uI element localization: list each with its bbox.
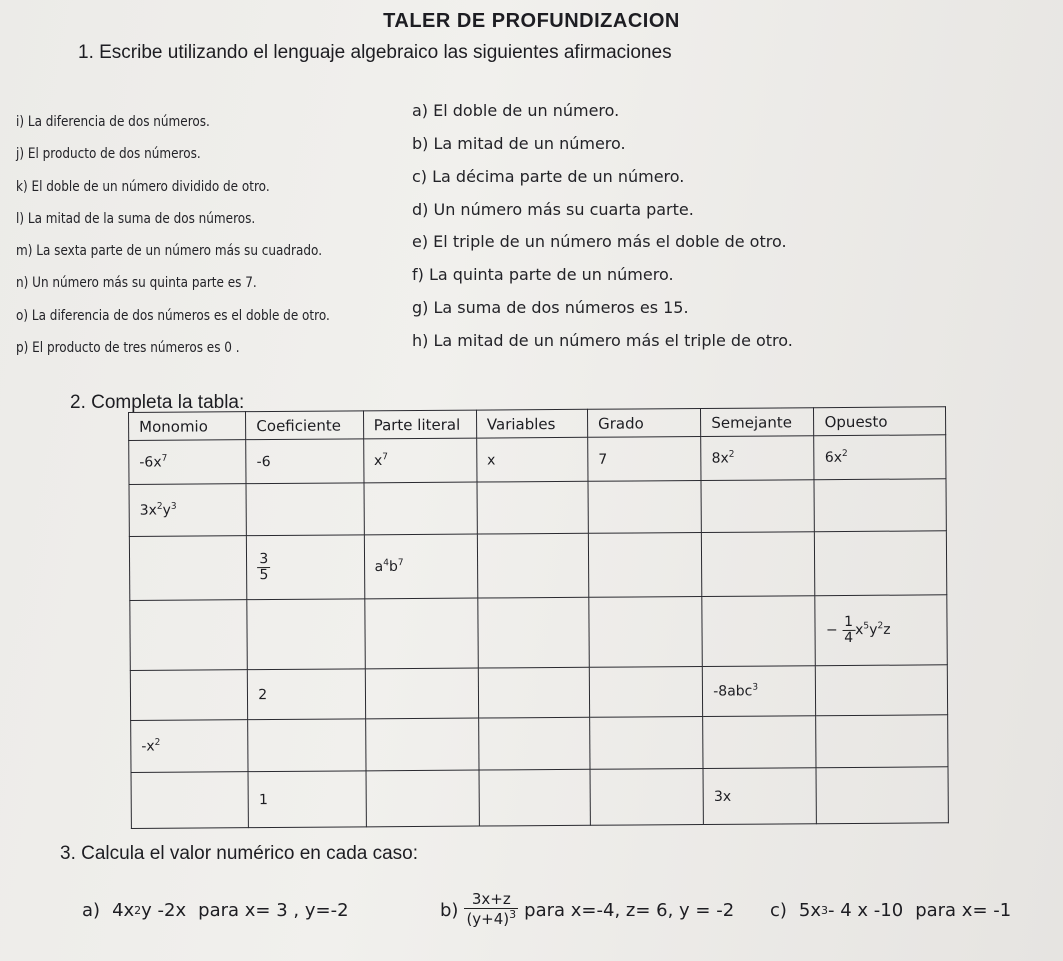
- cell-semejante[interactable]: $8x^2$: [701, 436, 815, 481]
- section-2-heading: 2. Completa la tabla:: [70, 392, 245, 413]
- statement-i: i) La diferencia de dos números.: [16, 114, 210, 130]
- cell-parte-literal[interactable]: [364, 598, 478, 669]
- cell-grado[interactable]: [590, 716, 704, 769]
- header-grado: Grado: [588, 409, 701, 438]
- cell-semejante[interactable]: [702, 596, 816, 667]
- cell-variables[interactable]: [477, 533, 589, 598]
- header-parte-literal: Parte literal: [363, 410, 476, 439]
- exercise-a: a) 4x 2 y -2x para x= 3 , y=-2: [82, 899, 349, 921]
- cell-monomio[interactable]: [130, 600, 248, 671]
- statement-b: b) La mitad de un número.: [412, 134, 626, 153]
- cell-coeficiente[interactable]: [248, 719, 366, 772]
- cell-semejante[interactable]: [702, 532, 816, 597]
- statement-o: o) La diferencia de dos números es el doble de otro.: [16, 308, 330, 324]
- cell-monomio[interactable]: [131, 772, 249, 829]
- cell-monomio[interactable]: $-x^2$: [131, 720, 249, 773]
- table-row: [130, 665, 947, 721]
- cell-grado[interactable]: [588, 532, 702, 597]
- cell-parte-literal[interactable]: [365, 668, 479, 719]
- statement-n: n) Un número más su quinta parte es 7.: [16, 275, 257, 291]
- cell-coeficiente[interactable]: -6: [246, 439, 364, 484]
- cell-coeficiente[interactable]: [247, 599, 365, 670]
- header-semejante: Semejante: [701, 408, 814, 437]
- table-row: [129, 479, 946, 537]
- cell-grado[interactable]: 7: [588, 437, 702, 482]
- cell-semejante[interactable]: -8abc$^3$: [703, 666, 817, 717]
- statement-l: l) La mitad de la suma de dos números.: [16, 211, 256, 227]
- cell-coeficiente[interactable]: [246, 483, 364, 536]
- cell-opuesto[interactable]: [816, 767, 948, 824]
- cell-monomio[interactable]: [129, 536, 247, 601]
- table-row: [129, 435, 946, 485]
- cell-grado[interactable]: [589, 666, 703, 717]
- table-row: [129, 531, 946, 601]
- cell-semejante[interactable]: [701, 480, 815, 533]
- statement-f: f) La quinta parte de un número.: [412, 265, 674, 284]
- cell-variables[interactable]: [479, 769, 591, 826]
- statement-a: a) El doble de un número.: [412, 101, 620, 120]
- section-3-heading: 3. Calcula el valor numérico en cada caso:: [60, 843, 419, 864]
- monomial-table: [128, 406, 949, 829]
- cell-parte-literal[interactable]: [365, 718, 479, 771]
- statement-j: j) El producto de dos números.: [16, 146, 201, 162]
- statement-g: g) La suma de dos números es 15.: [412, 298, 689, 317]
- cell-coeficiente[interactable]: 1: [248, 771, 366, 828]
- page-title: TALER DE PROFUNDIZACION: [383, 10, 680, 32]
- cell-monomio[interactable]: $3x^2y^3$: [129, 484, 247, 537]
- statement-e: e) El triple de un número más el doble de otro.: [412, 232, 787, 251]
- cell-parte-literal[interactable]: [366, 770, 480, 827]
- statement-c: c) La décima parte de un número.: [412, 167, 685, 186]
- opposite-fraction: $\frac{1}{4}$: [844, 614, 854, 647]
- cell-semejante[interactable]: 3x: [703, 768, 817, 825]
- statement-d: d) Un número más su cuarta parte.: [412, 200, 694, 219]
- cell-opuesto[interactable]: [815, 531, 947, 596]
- exercise-b: b) $\frac{3x+z}{(y+4)^3}$ para x=-4, z= 6, y = -2: [440, 890, 735, 928]
- table-row: [130, 595, 947, 671]
- cell-semejante[interactable]: [703, 716, 817, 769]
- exercise-b-fraction: $\frac{3x+z}{(y+4)^3}$: [466, 890, 517, 928]
- cell-opuesto[interactable]: [816, 715, 948, 768]
- cell-grado[interactable]: [589, 596, 703, 667]
- cell-variables[interactable]: [477, 481, 589, 534]
- cell-grado[interactable]: [588, 480, 702, 533]
- header-coeficiente: Coeficiente: [246, 411, 363, 440]
- cell-grado[interactable]: [590, 768, 704, 825]
- header-monomio: Monomio: [129, 412, 246, 441]
- cell-parte-literal[interactable]: [364, 482, 478, 535]
- table-row: [131, 767, 948, 829]
- cell-variables[interactable]: x: [476, 437, 588, 482]
- exercise-c: c) 5x 3 - 4 x -10 para x= -1: [770, 899, 1012, 921]
- cell-opuesto[interactable]: − $\frac{1}{4}$ $x^5y^2z$: [815, 595, 947, 666]
- cell-variables[interactable]: [478, 667, 590, 718]
- cell-variables[interactable]: [478, 717, 590, 770]
- statement-m: m) La sexta parte de un número más su cuadrado.: [16, 243, 323, 259]
- cell-opuesto[interactable]: [816, 665, 948, 716]
- cell-monomio[interactable]: $-6x^7$: [129, 440, 247, 485]
- section-1-heading: 1. Escribe utilizando el lenguaje algebraico las siguientes afirmaciones: [78, 42, 672, 63]
- cell-monomio[interactable]: [130, 670, 248, 721]
- cell-opuesto[interactable]: [814, 479, 946, 532]
- statement-k: k) El doble de un número dividido de otro.: [16, 179, 270, 195]
- cell-coeficiente[interactable]: 2: [248, 669, 366, 720]
- cell-parte-literal[interactable]: $a^4b^7$: [364, 534, 478, 599]
- header-opuesto: Opuesto: [814, 407, 946, 436]
- cell-parte-literal[interactable]: $x^7$: [363, 438, 477, 483]
- coefficient-fraction: $\frac{3}{5}$: [259, 551, 269, 584]
- statement-h: h) La mitad de un número más el triple de otro.: [412, 331, 793, 350]
- cell-variables[interactable]: [478, 597, 590, 668]
- cell-coeficiente[interactable]: [247, 535, 365, 600]
- table-row: [131, 715, 948, 773]
- cell-opuesto[interactable]: $6x^2$: [814, 435, 946, 480]
- header-variables: Variables: [476, 409, 587, 438]
- statement-p: p) El producto de tres números es 0 .: [16, 340, 240, 356]
